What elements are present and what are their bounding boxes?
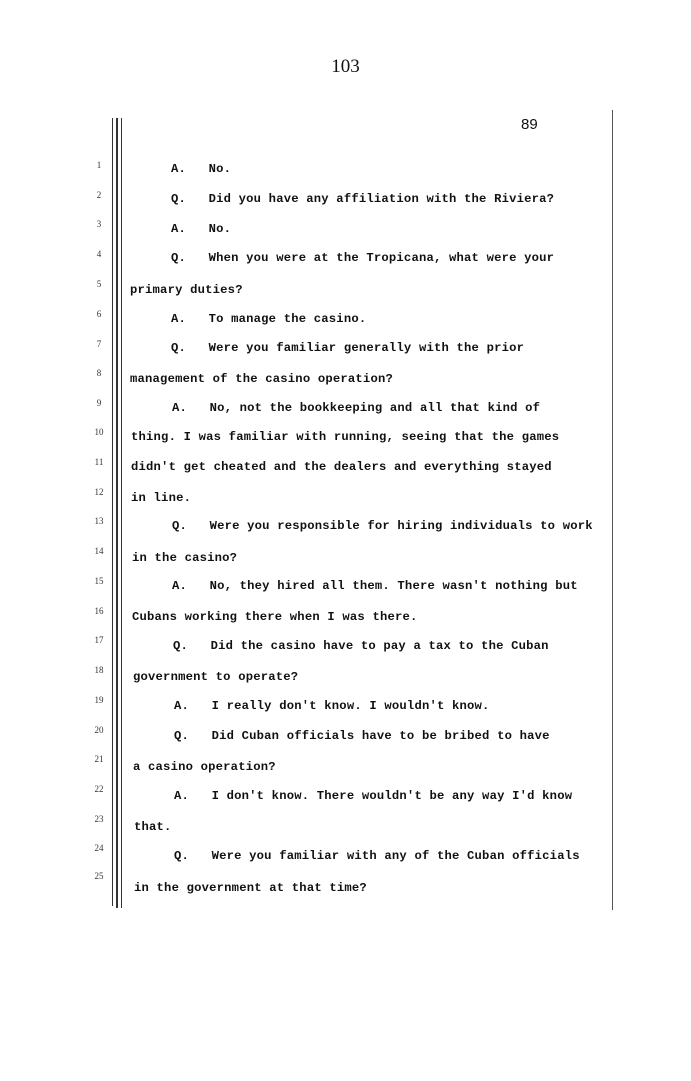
line-number: 4 (96, 249, 102, 259)
transcript-line: in the casino? (132, 551, 238, 565)
page-number: 103 (331, 56, 360, 77)
transcript-page-number: 89 (521, 116, 538, 133)
transcript-line: Q. Were you familiar generally with the prior (171, 341, 525, 355)
line-number: 9 (96, 398, 102, 408)
transcript-line: thing. I was familiar with running, seeing that the games (131, 430, 560, 444)
margin-rule-right (612, 110, 613, 910)
transcript-line: primary duties? (130, 283, 243, 297)
line-number: 25 (94, 871, 104, 881)
line-number: 14 (94, 546, 104, 556)
line-number: 16 (94, 606, 104, 616)
line-number: 19 (94, 695, 104, 705)
line-number: 10 (94, 427, 104, 437)
line-number: 12 (94, 487, 104, 497)
transcript-line: Cubans working there when I was there. (132, 610, 418, 624)
line-number: 15 (94, 576, 104, 586)
transcript-line: A. No. (171, 162, 232, 176)
transcript-line: a casino operation? (133, 760, 276, 774)
transcript-line: that. (134, 820, 172, 834)
line-number: 13 (94, 516, 104, 526)
transcript-line: didn't get cheated and the dealers and everything stayed (131, 460, 552, 474)
transcript-line: Q. Were you responsible for hiring individuals to work (172, 519, 593, 533)
line-number: 8 (96, 368, 102, 378)
transcript-line: A. No. (171, 222, 232, 236)
line-number: 3 (96, 219, 102, 229)
line-number: 21 (94, 754, 104, 764)
line-number: 24 (94, 843, 104, 853)
line-number: 11 (94, 457, 104, 467)
margin-rule-left-middle (116, 118, 118, 908)
line-number: 1 (96, 160, 102, 170)
line-number: 7 (96, 339, 102, 349)
transcript-line: in line. (131, 491, 192, 505)
line-number: 6 (96, 309, 102, 319)
transcript-line: A. I don't know. There wouldn't be any way I'd know (174, 789, 573, 803)
line-number: 22 (94, 784, 104, 794)
line-number: 18 (94, 665, 104, 675)
transcript-line: government to operate? (133, 670, 299, 684)
line-number: 20 (94, 725, 104, 735)
transcript-line: A. No, they hired all them. There wasn't nothing but (172, 579, 578, 593)
transcript-line: management of the casino operation? (130, 372, 393, 386)
line-number: 17 (94, 635, 104, 645)
transcript-line: Q. When you were at the Tropicana, what were your (171, 251, 555, 265)
transcript-line: Q. Were you familiar with any of the Cuban officials (174, 849, 580, 863)
transcript-line: A. No, not the bookkeeping and all that kind of (172, 401, 541, 415)
line-number: 23 (94, 814, 104, 824)
transcript-line: Q. Did you have any affiliation with the Riviera? (171, 192, 555, 206)
line-number: 2 (96, 190, 102, 200)
transcript-line: Q. Did the casino have to pay a tax to the Cuban (173, 639, 549, 653)
line-number: 5 (96, 279, 102, 289)
margin-rule-left-outer (112, 118, 113, 906)
transcript-line: A. To manage the casino. (171, 312, 367, 326)
margin-rule-left-inner (121, 118, 122, 908)
transcript-line: A. I really don't know. I wouldn't know. (174, 699, 490, 713)
transcript-line: in the government at that time? (134, 881, 367, 895)
transcript-line: Q. Did Cuban officials have to be bribed to have (174, 729, 550, 743)
